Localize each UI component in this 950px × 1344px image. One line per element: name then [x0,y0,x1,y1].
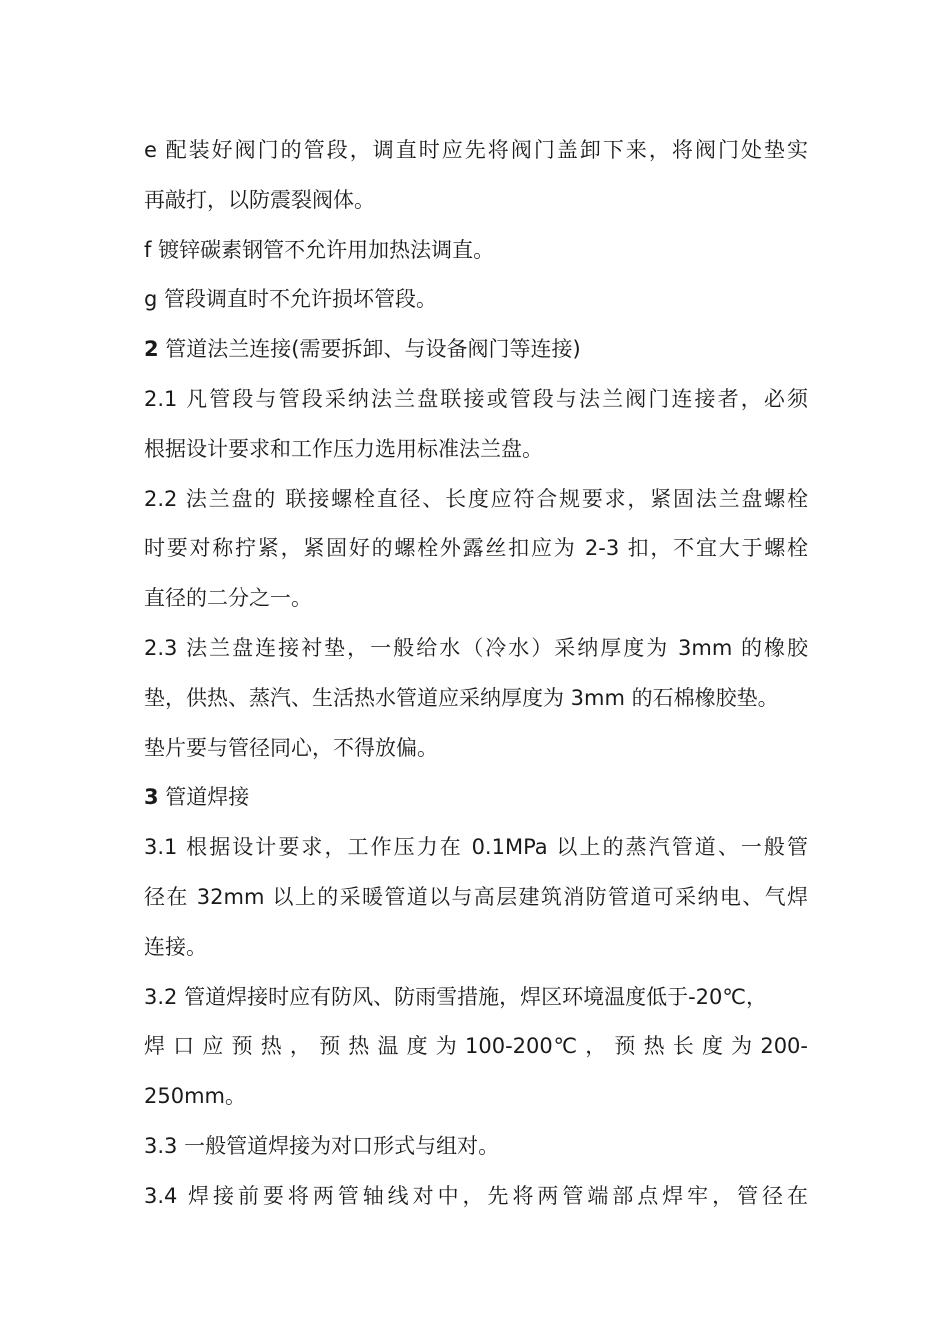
section-3-heading [144,773,808,823]
document-body [144,126,808,1222]
paragraph-2-3-line-1: 2.3 法兰盘连接衬垫，一般给水（冷水）采纳厚度为 3mm 的橡胶 [144,635,808,660]
paragraph-e-line-2: 再敲打，以防震裂阀体。 [144,187,375,212]
paragraph-2-2-line-1: 2.2 法兰盘的 联接螺栓直径、长度应符合规要求，紧固法兰盘螺栓 [144,486,808,511]
paragraph-3-1-line-1: 3.1 根据设计要求，工作压力在 0.1MPa 以上的蒸汽管道、一般管 [144,835,808,860]
section-2-title: 管道法兰连接(需要拆卸、与设备阀门等连接) [158,337,581,362]
paragraph-3-2-line-1: 3.2 管道焊接时应有防风、防雨雪措施，焊区环境温度低于-20℃， [144,984,767,1009]
paragraph-2-3-line-2: 垫，供热、蒸汽、生活热水管道应采纳厚度为 3mm 的石棉橡胶垫。 [144,685,779,710]
paragraph-2-2-line-3: 直径的二分之一。 [144,586,312,611]
paragraph-2-3-line-3: 垫片要与管径同心，不得放偏。 [144,735,438,760]
section-3-title: 管道焊接 [158,785,250,810]
paragraph-f: f 镀锌碳素钢管不允许用加热法调直。 [144,237,495,262]
paragraph-2-1-line-1: 2.1 凡管段与管段采纳法兰盘联接或管段与法兰阀门连接者，必须 [144,386,808,411]
section-2-heading [144,325,808,375]
paragraph-2-2-line-2: 时要对称拧紧，紧固好的螺栓外露丝扣应为 2-3 扣，不宜大于螺栓 [144,536,808,561]
section-2-number: 2 [144,337,159,362]
paragraph-3-3: 3.3 一般管道焊接为对口形式与组对。 [144,1133,500,1158]
paragraph-e-line-1: e 配装好阀门的管段，调直时应先将阀门盖卸下来，将阀门处垫实 [144,138,808,162]
section-3-number: 3 [144,785,159,810]
paragraph-3-4-line-1: 3.4 焊接前要将两管轴线对中，先将两管端部点焊牢，管径在 [144,1183,808,1208]
paragraph-3-1-line-3: 连接。 [144,934,207,959]
paragraph-3-2-line-3: 250mm。 [144,1084,246,1109]
paragraph-g: g 管段调直时不允许损坏管段。 [144,287,438,312]
paragraph-3-1-line-2: 径在 32mm 以上的采暖管道以与高层建筑消防管道可采纳电、气焊 [144,884,808,909]
paragraph-2-1-line-2: 根据设计要求和工作压力选用标准法兰盘。 [144,436,543,461]
paragraph-3-2-line-2: 焊 口 应 预 热 ， 预 热 温 度 为 100-200℃ ， 预 热 长 度 为 200- [144,1034,808,1059]
